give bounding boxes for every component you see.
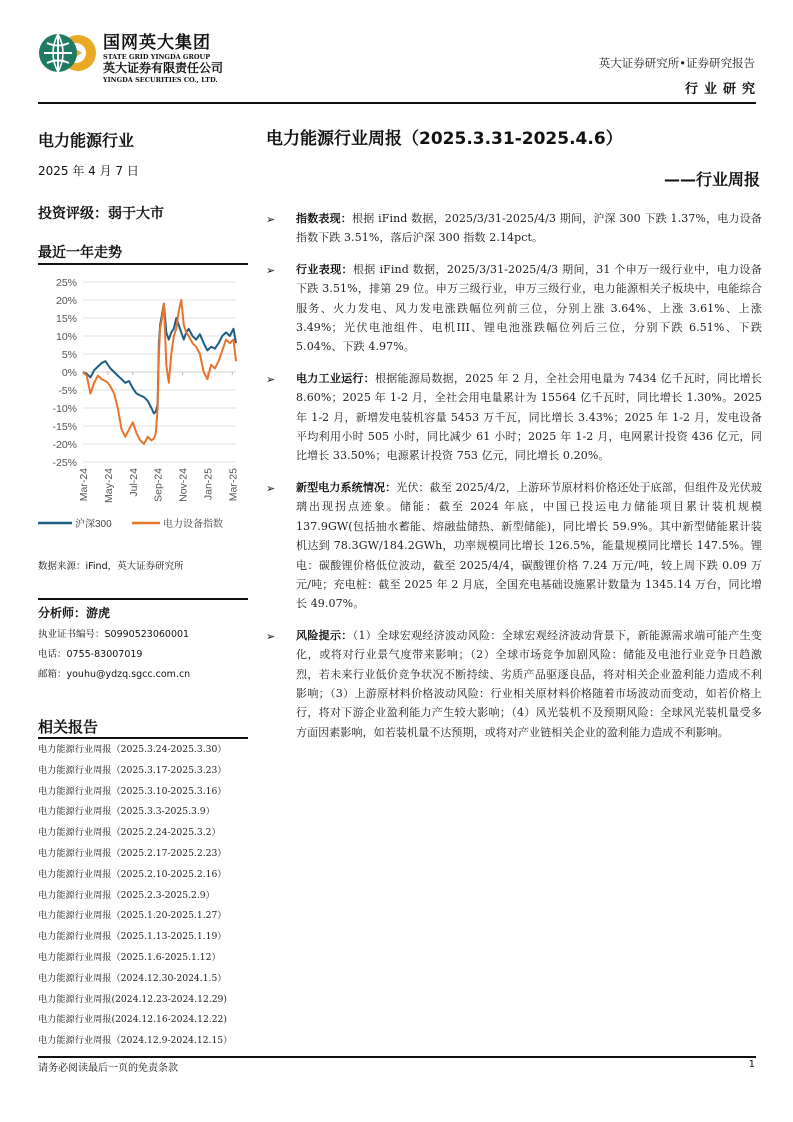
- y-tick-label: 15%: [55, 313, 77, 325]
- bullet-label: 电力工业运行：: [296, 371, 375, 385]
- arrow-bullet-icon: ➢: [266, 263, 276, 277]
- bullet-text: 根据 iFind 数据，2025/3/31-2025/4/3 期间，31 个申万一级行业中，电力设备下跌 3.51%，排第 29 位。申万三级行业，申万三级行业，电力能源相关子板块中，电能综合服务、火力发电、风力发电涨跌幅位列前三位，分别上涨 3.64%、上涨 3.61%、上涨 3.49%；光伏电池组件、电机III、锂电池涨跌幅位列后三位，分别下跌 6.51%、下跌 5.04%、下跌 4.97%。: [296, 262, 762, 354]
- bullet-text: 光伏：截至 2025/4/2，上游环节原材料价格还处于底部，但组件及光伏玻璃出现拐点迹象。储能：截至 2024 年底，中国已投运电力储能项目累计装机规模 137.9GW(包括抽水蓄能、熔融盐储热、新型储能)，同比增长 59.9%。其中新型储能累计装机达到 78.3GW/184.2GWh，功率规模同比增长 126.5%，能量规模同比增长 147.5%。锂电：碳酸锂价格低位波动，截至 2025/4/4，碳酸锂价格 7.24 万元/吨，较上周下跌 0.09 万元/吨；充电桩：截至 2025 年 2 月底，全国充电基础设施累计数量为 1345.14 万台，同比增长 49.07%。: [296, 480, 762, 611]
- analyst-phone: 电话：0755-83007019: [38, 649, 143, 660]
- x-tick-label: Nov-24: [177, 468, 190, 502]
- related-report-item[interactable]: 电力能源行业周报（2025.2.10-2025.2.16）: [38, 868, 227, 880]
- x-tick-label: May-24: [102, 468, 115, 504]
- related-report-item[interactable]: 电力能源行业周报（2024.12.9-2024.12.15）: [38, 1035, 233, 1047]
- investment-rating: 投资评级：弱于大市: [38, 206, 164, 222]
- bullet-text: 根据能源局数据，2025 年 2 月，全社会用电量为 7434 亿千瓦时，同比增长 8.60%；2025 年 1-2 月，全社会用电量累计为 15564 亿千瓦时，同比增长 1.30%。2025 年 1-2 月，新增发电装机容量 5453 万千瓦，同比增长 3.43%；2025 年 1-2 月，发电设备平均利用小时 505 小时，同比减少 61 小时；2025 年 1-2 月，电网累计投资 436 亿元，同比增长 33.50%；电源累计投资 753 亿元，同比增长 0.20%。: [296, 371, 762, 463]
- related-report-item[interactable]: 电力能源行业周报（2024.12.30-2024.1.5）: [38, 972, 227, 984]
- bullet-risk-warning: [266, 626, 762, 742]
- x-tick-label: Mar-24: [78, 468, 90, 502]
- bullet-label: 行业表现：: [296, 262, 353, 276]
- chart-grid: [83, 282, 236, 462]
- bullet-power-industry: [266, 369, 762, 466]
- chart-y-axis: [52, 277, 77, 469]
- report-subtitle: ——行业周报: [663, 170, 760, 189]
- footer-divider: [38, 1056, 756, 1058]
- related-divider: [38, 737, 248, 739]
- org-line: 英大证券研究所•证券研究报告: [598, 56, 755, 70]
- logo-wordmark: [103, 33, 223, 84]
- related-report-item[interactable]: 电力能源行业周报（2025.2.17-2025.2.23）: [38, 847, 227, 859]
- related-report-item[interactable]: 电力能源行业周报（2025.1.6-2025.1.12）: [38, 951, 221, 963]
- trend-divider: [38, 263, 248, 265]
- chart-x-axis: [78, 468, 239, 503]
- analyst-cert: 执业证书编号：S0990523060001: [38, 629, 190, 640]
- x-tick-label: Jan-25: [202, 468, 215, 501]
- related-report-item[interactable]: 电力能源行业周报（2025.1.20-2025.1.27）: [38, 910, 227, 922]
- arrow-bullet-icon: ➢: [266, 481, 276, 495]
- trend-chart-svg: [38, 268, 248, 538]
- arrow-bullet-icon: ➢: [266, 629, 276, 643]
- logo-group-name-en: STATE GRID YINGDA GROUP: [103, 53, 211, 61]
- bullet-paragraph: [296, 209, 762, 248]
- related-report-item[interactable]: 电力能源行业周报（2025.2.3-2025.2.9）: [38, 889, 215, 901]
- related-report-item[interactable]: 电力能源行业周报（2025.3.10-2025.3.16）: [38, 785, 227, 797]
- y-tick-label: -10%: [52, 403, 77, 415]
- related-report-item[interactable]: 电力能源行业周报（2025.3.3-2025.3.9）: [38, 806, 215, 818]
- bullet-label: 新型电力系统情况：: [296, 480, 397, 494]
- bullet-paragraph: [296, 626, 762, 742]
- logo-company-name: 英大证券有限责任公司: [103, 61, 224, 75]
- chart-legend: [38, 517, 223, 530]
- arrow-bullet-icon: ➢: [266, 213, 276, 226]
- logo-group-name: 国网英大集团: [103, 33, 211, 53]
- bullet-text: （1）全球宏观经济波动风险：全球宏观经济波动背景下，新能源需求端可能产生变化，或将对行业景气度带来影响；（2）全球市场竞争加剧风险：储能及电池行业竞争日趋激烈，若未来行业低价竞争状况不断持续、劣质产品驱逐良品，将对相关企业盈利能力造成不利影响；（3）上游原材料价格波动风险：行业相关原材料价格随着市场波动而变动，如若价格上行，将对下游企业盈利能力产生较大影响；（4）风光装机不及预期风险：全球风光装机量受多方面因素影响，如若装机量不达预期，或将对产业链相关企业的盈利能力造成不利影响。: [296, 628, 762, 739]
- related-report-item[interactable]: 电力能源行业周报（2025.3.24-2025.3.30）: [38, 744, 227, 755]
- company-logo: [38, 32, 98, 74]
- header-divider: [38, 102, 756, 104]
- y-tick-label: -5%: [58, 385, 77, 397]
- globe-arrow-logo-icon: [38, 32, 98, 74]
- summary-bullets: [266, 209, 762, 754]
- related-report-item[interactable]: 电力能源行业周报(2024.12.16-2024.12.22): [38, 1014, 227, 1026]
- analyst-name: 分析师：游虎: [38, 606, 111, 620]
- report-category: 行业研究: [684, 82, 761, 97]
- logo-company-name-en: YINGDA SECURITIES CO., LTD.: [103, 76, 218, 84]
- y-tick-label: -20%: [52, 439, 77, 451]
- related-report-item[interactable]: 电力能源行业周报（2025.3.17-2025.3.23）: [38, 764, 227, 776]
- y-tick-label: 20%: [55, 295, 77, 307]
- report-date: 2025 年 4 月 7 日: [38, 164, 139, 178]
- analyst-divider: [38, 598, 248, 600]
- bullet-label: 风险提示：: [296, 628, 353, 642]
- bullet-new-power-system: [266, 478, 762, 614]
- bullet-text: 根据 iFind 数据，2025/3/31-2025/4/3 期间，沪深 300 下跌 1.37%，电力设备指数下跌 3.51%，落后沪深 300 指数 2.14pct。: [296, 212, 762, 245]
- related-report-item[interactable]: 电力能源行业周报（2025.1.13-2025.1.19）: [38, 931, 227, 943]
- y-tick-label: 10%: [55, 331, 77, 343]
- arrow-bullet-icon: ➢: [266, 372, 276, 386]
- related-report-item[interactable]: 电力能源行业周报（2025.2.24-2025.3.2）: [38, 827, 221, 839]
- bullet-paragraph: [296, 369, 762, 466]
- x-tick-label: Mar-25: [227, 468, 240, 502]
- legend-label-power-equipment: 电力设备指数: [163, 519, 223, 530]
- page-number: 1: [748, 1059, 755, 1070]
- y-tick-label: -15%: [52, 421, 77, 433]
- related-reports-heading: 相关报告: [38, 718, 99, 736]
- bullet-paragraph: [296, 478, 762, 614]
- bullet-index-performance: [266, 209, 762, 248]
- data-source: 数据来源：iFind，英大证券研究所: [38, 561, 184, 572]
- x-tick-label: Jul-24: [127, 468, 140, 497]
- x-tick-label: Sep-24: [152, 468, 165, 502]
- footer-disclaimer[interactable]: 请务必阅读最后一页的免责条款: [38, 1063, 178, 1074]
- trend-heading: 最近一年走势: [38, 245, 122, 261]
- legend-label-hs300: 沪深300: [75, 519, 112, 530]
- trend-chart: [38, 268, 248, 538]
- y-tick-label: 25%: [55, 277, 77, 289]
- bullet-label: 指数表现：: [296, 212, 353, 225]
- bullet-paragraph: [296, 260, 762, 357]
- analyst-email[interactable]: 邮箱：youhu@ydzq.sgcc.com.cn: [38, 669, 191, 680]
- bullet-industry-performance: [266, 260, 762, 357]
- industry-name: 电力能源行业: [38, 131, 135, 150]
- report-title: 电力能源行业周报（2025.3.31-2025.4.6）: [266, 129, 623, 149]
- related-reports-list: [38, 740, 232, 1052]
- y-tick-label: -25%: [52, 457, 77, 469]
- y-tick-label: 5%: [61, 349, 77, 361]
- y-tick-label: 0%: [61, 367, 77, 379]
- related-report-item[interactable]: 电力能源行业周报(2024.12.23-2024.12.29): [38, 993, 227, 1005]
